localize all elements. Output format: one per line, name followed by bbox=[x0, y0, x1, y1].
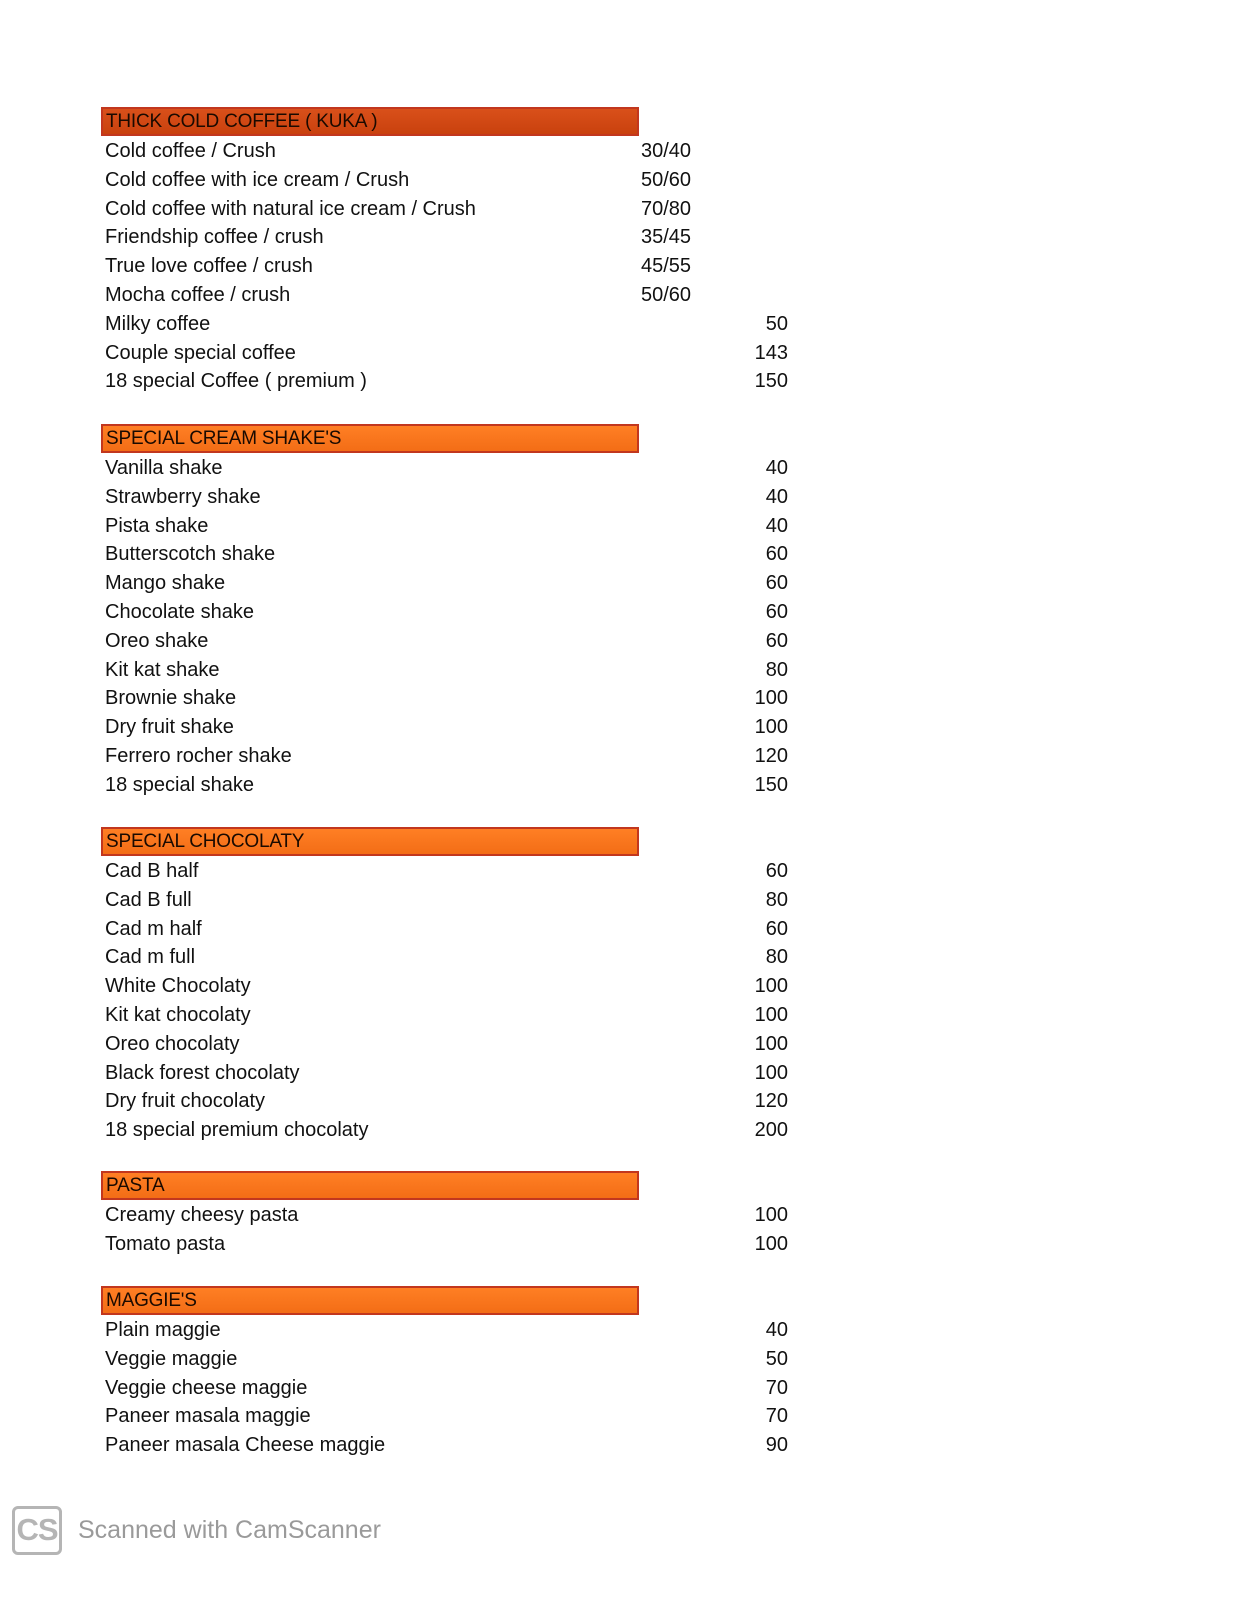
item-price: 60 bbox=[765, 601, 788, 623]
item-name: Cold coffee with natural ice cream / Crush bbox=[105, 197, 476, 220]
item-price: 80 bbox=[765, 658, 788, 681]
menu-item bbox=[0, 1116, 800, 1145]
menu-item bbox=[0, 540, 800, 569]
menu-item bbox=[0, 252, 800, 281]
menu-item bbox=[0, 713, 800, 742]
item-price: 100 bbox=[754, 716, 788, 739]
menu-item bbox=[0, 1087, 800, 1116]
item-price: 143 bbox=[754, 341, 788, 364]
menu-item bbox=[0, 684, 800, 713]
item-name: Oreo shake bbox=[105, 629, 209, 652]
item-price: 40 bbox=[765, 1319, 788, 1341]
section-header: PASTA bbox=[101, 1171, 639, 1200]
camscanner-text: Scanned with CamScanner bbox=[78, 1516, 381, 1544]
menu-item bbox=[0, 569, 800, 598]
item-name: Dry fruit shake bbox=[105, 716, 234, 739]
item-price: 120 bbox=[754, 745, 788, 767]
item-price: 60 bbox=[765, 917, 788, 940]
item-price: 150 bbox=[754, 773, 788, 796]
menu-item bbox=[0, 1345, 800, 1374]
item-name: Strawberry shake bbox=[105, 485, 261, 508]
item-name: Oreo chocolaty bbox=[105, 1032, 240, 1055]
item-name: 18 special premium chocolaty bbox=[105, 1119, 369, 1142]
item-price: 80 bbox=[765, 946, 788, 969]
item-price-combo: 30/40 bbox=[641, 140, 692, 162]
menu-item bbox=[0, 857, 800, 886]
section-header: SPECIAL CREAM SHAKE'S bbox=[101, 424, 639, 453]
menu-item bbox=[0, 915, 800, 944]
item-name: Cad m full bbox=[105, 946, 196, 969]
menu-item bbox=[0, 1030, 800, 1059]
item-name: Friendship coffee / crush bbox=[105, 226, 324, 249]
item-price: 60 bbox=[765, 860, 788, 882]
menu-item bbox=[0, 512, 800, 541]
item-name: Kit kat shake bbox=[105, 658, 220, 681]
item-name: Vanilla shake bbox=[105, 457, 223, 479]
item-price: 120 bbox=[754, 1090, 788, 1113]
item-price: 200 bbox=[754, 1119, 788, 1142]
item-price: 60 bbox=[765, 629, 788, 652]
item-name: Butterscotch shake bbox=[105, 543, 276, 566]
item-price: 80 bbox=[765, 888, 788, 911]
item-price: 70 bbox=[765, 1405, 788, 1428]
item-price: 100 bbox=[754, 1004, 788, 1026]
menu-item bbox=[0, 1431, 800, 1460]
item-name: Paneer masala maggie bbox=[105, 1405, 311, 1428]
menu-item bbox=[0, 886, 800, 915]
item-name: 18 special Coffee ( premium ) bbox=[105, 370, 367, 393]
item-name: Paneer masala Cheese maggie bbox=[105, 1434, 386, 1457]
menu-item bbox=[0, 742, 800, 771]
item-price: 90 bbox=[765, 1434, 788, 1457]
item-name: Black forest chocolaty bbox=[105, 1061, 300, 1084]
item-price-combo: 70/80 bbox=[641, 197, 692, 220]
item-name: True love coffee / crush bbox=[105, 255, 313, 278]
item-price: 60 bbox=[765, 543, 788, 566]
menu-item bbox=[0, 972, 800, 1001]
item-name: Mocha coffee / crush bbox=[105, 284, 291, 306]
item-name: Cold coffee with ice cream / Crush bbox=[105, 168, 410, 191]
item-name: Couple special coffee bbox=[105, 341, 296, 364]
item-price: 40 bbox=[765, 457, 788, 479]
item-price-combo: 50/60 bbox=[641, 168, 692, 191]
item-name: Kit kat chocolaty bbox=[105, 1004, 251, 1026]
item-price: 50 bbox=[765, 312, 788, 335]
item-name: Cad B full bbox=[105, 888, 192, 911]
menu-item bbox=[0, 310, 800, 339]
menu-item bbox=[0, 1316, 800, 1345]
menu-item bbox=[0, 483, 800, 512]
menu-item bbox=[0, 1201, 800, 1230]
menu-item bbox=[0, 137, 800, 166]
item-name: Veggie cheese maggie bbox=[105, 1376, 308, 1399]
item-price: 100 bbox=[754, 1204, 788, 1226]
item-price: 100 bbox=[754, 975, 788, 998]
menu-item bbox=[0, 195, 800, 224]
menu-item bbox=[0, 281, 800, 310]
item-name: Cold coffee / Crush bbox=[105, 140, 276, 162]
item-price: 100 bbox=[754, 1061, 788, 1084]
item-price: 100 bbox=[754, 1032, 788, 1055]
camscanner-watermark bbox=[10, 1503, 430, 1559]
item-price: 60 bbox=[765, 572, 788, 595]
item-price-combo: 45/55 bbox=[641, 255, 692, 278]
item-name: 18 special shake bbox=[105, 773, 254, 796]
section-header: MAGGIE'S bbox=[101, 1286, 639, 1315]
menu-item bbox=[0, 1059, 800, 1088]
item-name: Tomato pasta bbox=[105, 1232, 226, 1255]
menu-item bbox=[0, 656, 800, 685]
menu-item bbox=[0, 1374, 800, 1403]
item-price: 150 bbox=[754, 370, 788, 393]
menu-item bbox=[0, 943, 800, 972]
menu-item bbox=[0, 339, 800, 368]
camscanner-logo-icon: CS bbox=[12, 1506, 62, 1555]
item-name: Milky coffee bbox=[105, 312, 211, 335]
menu-item bbox=[0, 454, 800, 483]
section-header: THICK COLD COFFEE ( KUKA ) bbox=[101, 107, 639, 136]
item-price: 40 bbox=[765, 514, 788, 537]
menu-item bbox=[0, 1001, 800, 1030]
menu-item bbox=[0, 166, 800, 195]
item-price: 100 bbox=[754, 1232, 788, 1255]
item-price: 50 bbox=[765, 1347, 788, 1370]
menu-item bbox=[0, 367, 800, 396]
item-name: Cad m half bbox=[105, 917, 202, 940]
item-price: 40 bbox=[765, 485, 788, 508]
item-name: Chocolate shake bbox=[105, 601, 254, 623]
menu-item bbox=[0, 1230, 800, 1259]
item-name: Dry fruit chocolaty bbox=[105, 1090, 266, 1113]
item-price-combo: 50/60 bbox=[641, 284, 692, 306]
item-name: Pista shake bbox=[105, 514, 209, 537]
menu-item bbox=[0, 627, 800, 656]
item-name: Cad B half bbox=[105, 860, 199, 882]
item-name: Mango shake bbox=[105, 572, 226, 595]
menu-item bbox=[0, 223, 800, 252]
item-name: White Chocolaty bbox=[105, 975, 251, 998]
item-price: 100 bbox=[754, 687, 788, 710]
item-name: Plain maggie bbox=[105, 1319, 221, 1341]
item-price: 70 bbox=[765, 1376, 788, 1399]
menu-item bbox=[0, 771, 800, 800]
section-header: SPECIAL CHOCOLATY bbox=[101, 827, 639, 856]
item-name: Brownie shake bbox=[105, 687, 237, 710]
item-name: Creamy cheesy pasta bbox=[105, 1204, 299, 1226]
item-name: Veggie maggie bbox=[105, 1347, 238, 1370]
menu-item bbox=[0, 1402, 800, 1431]
item-name: Ferrero rocher shake bbox=[105, 745, 292, 767]
item-price-combo: 35/45 bbox=[641, 226, 692, 249]
menu-item bbox=[0, 598, 800, 627]
